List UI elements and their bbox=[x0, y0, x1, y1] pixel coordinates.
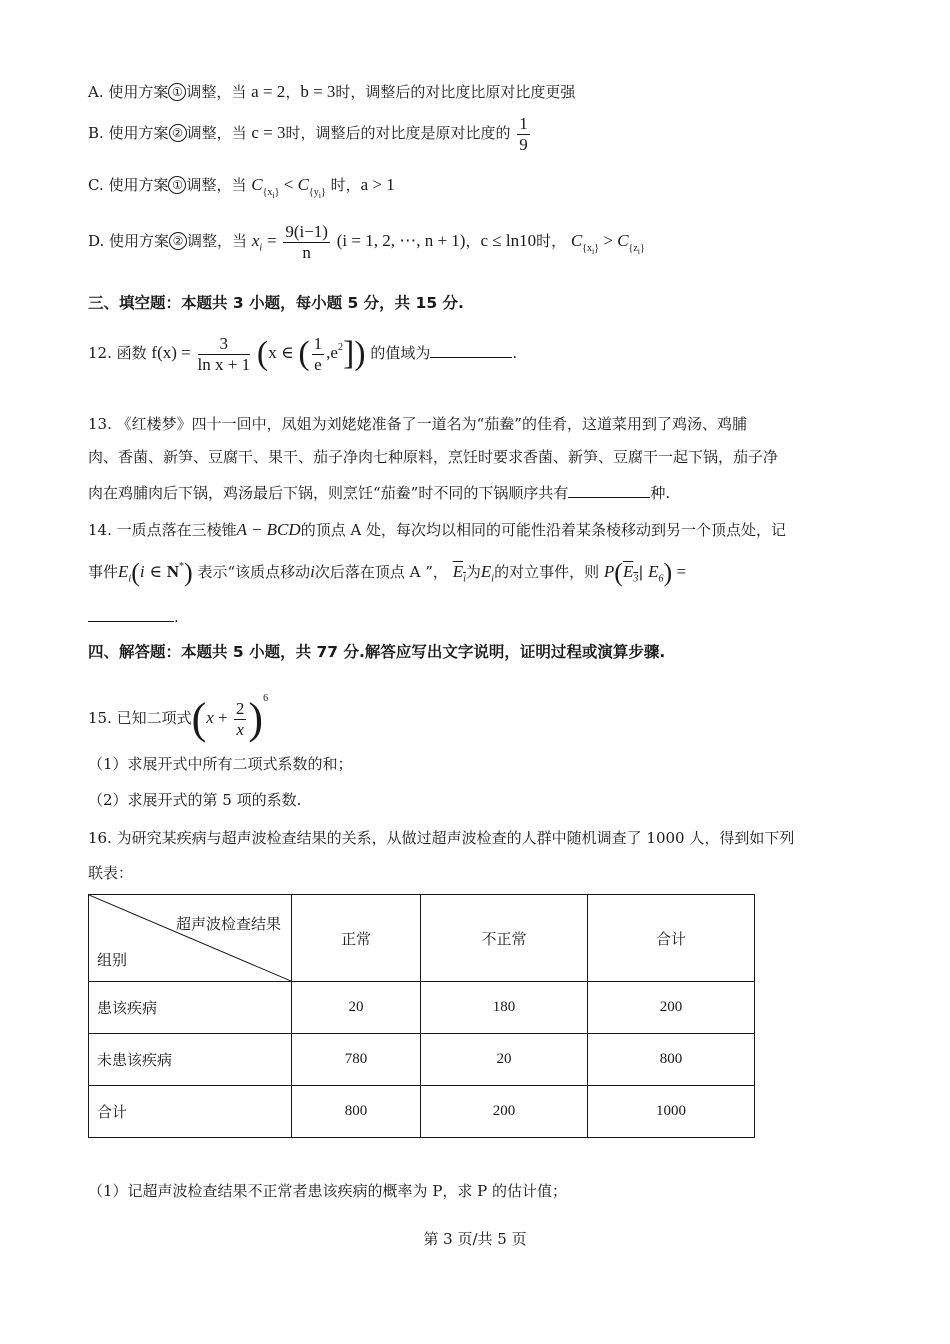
question-15: 15. 已知二项式(x + $\frac{2}{x}$ )$^6$ bbox=[88, 693, 269, 743]
question-13-line-3: 肉在鸡脯肉后下锅，鸡汤最后下锅，则烹饪“茄鲞”时不同的下锅顺序共有 种. bbox=[88, 484, 671, 502]
option-d: D. 使用方案 ② 调整，当 $x_i$ = $\frac{9(i-1)}{n}$ (i = 1, 2, ⋯, n + 1)，c ≤ ln10时， $C_{\{x_i\}} > C_{\{z_i\}}$ bbox=[88, 222, 645, 262]
diag-top-label: 超声波检查结果 bbox=[175, 915, 281, 933]
question-15-part-1: （1）求展开式中所有二项式系数的和； bbox=[88, 755, 353, 773]
question-16-line-2: 联表： bbox=[88, 864, 134, 882]
diag-bottom-label: 组别 bbox=[97, 951, 128, 969]
table-diagonal-header bbox=[89, 895, 292, 982]
question-14-line-2: 事件$E_i(i$ ∈ N*) 表示“该质点移动i次后落在顶点 A ”， $E_i$为$E_i$的对立事件，则 $P(E_3|$ $E_6$) = bbox=[88, 558, 687, 587]
table-cell: 20 bbox=[421, 1034, 588, 1086]
answer-blank-14[interactable] bbox=[88, 607, 174, 622]
table-cell: 800 bbox=[292, 1086, 421, 1138]
table-cell: 180 bbox=[421, 982, 588, 1034]
option-a: A. 使用方案 ① 调整，当 a = 2，b = 3时，调整后的对比度比原对比度更强 bbox=[88, 82, 576, 101]
col-header: 合计 bbox=[588, 895, 755, 982]
question-13-line-2: 肉、香菌、新笋、豆腐干、果干、茄子净肉七种原料，烹饪时要求香菌、新笋、豆腐干一起下锅，茄子净 bbox=[88, 448, 779, 466]
contingency-table bbox=[88, 894, 755, 1138]
table-cell: 780 bbox=[292, 1034, 421, 1086]
answer-blank-13[interactable] bbox=[568, 483, 650, 498]
question-16-part-1: （1）记超声波检查结果不正常者患该疾病的概率为 P，求 P 的估计值； bbox=[88, 1182, 568, 1200]
col-header: 正常 bbox=[292, 895, 421, 982]
table-cell: 20 bbox=[292, 982, 421, 1034]
option-c: C. 使用方案 ① 调整，当 $C_{\{x_i\}} < C_{\{y_i\}}$ 时，a > 1 bbox=[88, 175, 395, 200]
question-14-line-3: . bbox=[88, 607, 179, 625]
question-16-line-1: 16. 为研究某疾病与超声波检查结果的关系，从做过超声波检查的人群中随机调查了 1000 人，得到如下列 bbox=[88, 829, 795, 847]
section-4-title: 四、解答题：本题共 5 小题，共 77 分.解答应写出文字说明，证明过程或演算步骤. bbox=[88, 643, 666, 661]
table-row bbox=[89, 982, 755, 1034]
table-row bbox=[89, 1034, 755, 1086]
section-3-title: 三、填空题：本题共 3 小题，每小题 5 分，共 15 分. bbox=[88, 294, 464, 312]
table-cell: 1000 bbox=[588, 1086, 755, 1138]
row-label: 未患该疾病 bbox=[89, 1034, 292, 1086]
row-label: 合计 bbox=[89, 1086, 292, 1138]
table-cell: 200 bbox=[421, 1086, 588, 1138]
row-label: 患该疾病 bbox=[89, 982, 292, 1034]
question-15-part-2: （2）求展开式的第 5 项的系数. bbox=[88, 791, 302, 809]
table-row bbox=[89, 1086, 755, 1138]
question-13-line-1: 13. 《红楼梦》四十一回中，凤姐为刘姥姥准备了一道名为“茄鲞”的佳肴，这道菜用到了鸡汤、鸡脯 bbox=[88, 415, 747, 433]
table-cell: 800 bbox=[588, 1034, 755, 1086]
answer-blank-12[interactable] bbox=[430, 343, 512, 358]
question-12: 12. 函数 f(x) = $\frac{3}{\text{ln x + 1}}$ (x ∈ ( $\frac{1}{e}$ $,e^2$]) 的值域为 . bbox=[88, 334, 518, 374]
page-footer: 第 3 页/共 5 页 bbox=[423, 1230, 527, 1248]
table-cell: 200 bbox=[588, 982, 755, 1034]
col-header: 不正常 bbox=[421, 895, 588, 982]
option-b: B. 使用方案 ② 调整，当 c = 3时，调整后的对比度是原对比度的 $\frac{1}{9}$ bbox=[88, 114, 528, 154]
question-14-line-1: 14. 一质点落在三棱锥A − BCD的顶点 A 处，每次均以相同的可能性沿着某条棱移动到另一个顶点处，记 bbox=[88, 520, 787, 539]
